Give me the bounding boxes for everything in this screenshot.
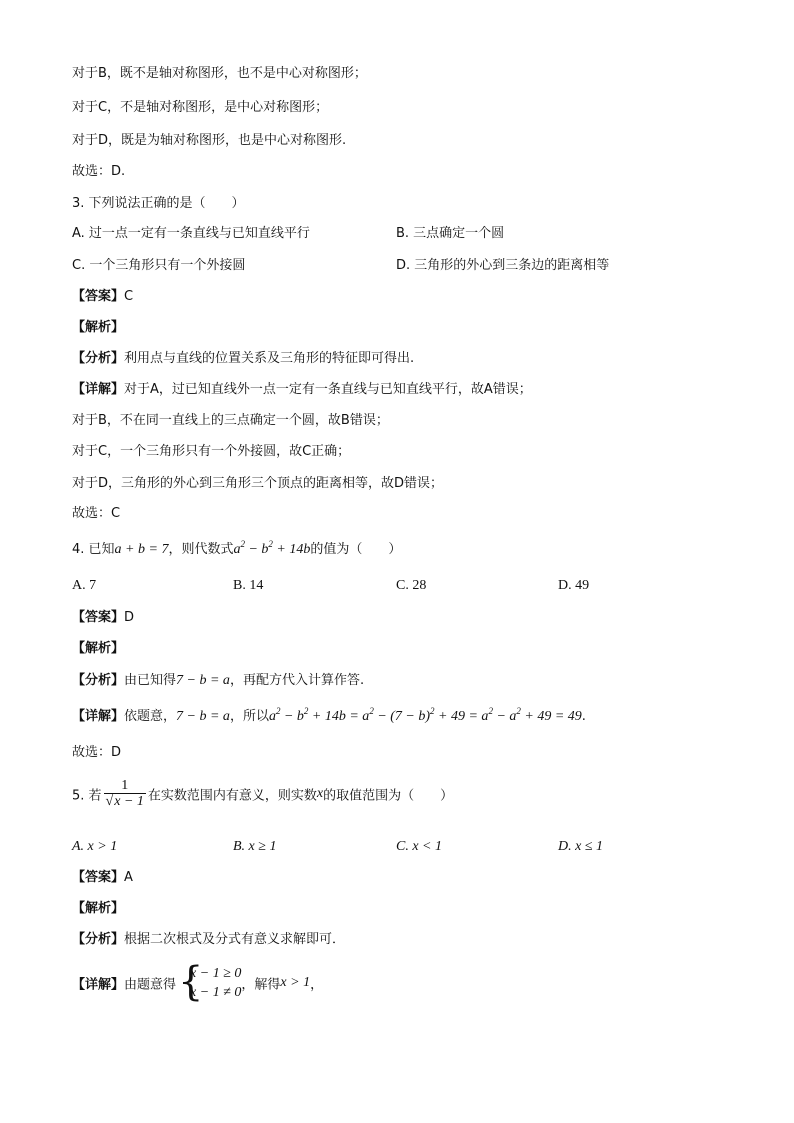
q4-analysis-tag: 【解析】 [72, 641, 125, 656]
q3-option-a: A. 过一点一定有一条直线与已知直线平行 [72, 226, 310, 241]
q4-option-d: D. 49 [558, 578, 590, 593]
q5-fraction: $\frac{1}{√x - 1}$ [105, 778, 144, 809]
prev-line-d: 对于D，既是为轴对称图形，也是中心对称图形. [72, 133, 347, 148]
q5-stem: 5. 若 $\frac{1}{√x - 1}$ 在实数范围内有意义，则实数x的取值范围为（ ） [72, 778, 454, 809]
q4-condition: a + b = 7 [114, 542, 169, 557]
q4-option-a: A. 7 [72, 578, 97, 593]
answer-tag: 【答案】 [72, 289, 125, 304]
q3-xiangjie-c: 对于C，一个三角形只有一个外接圆，故C正确； [72, 444, 351, 459]
prev-choice: 故选：D. [72, 164, 126, 179]
q5-fenxi: 【分析】根据二次根式及分式有意义求解即可． [72, 932, 346, 947]
q4-choice: 故选：D [72, 745, 122, 760]
q4-xiangjie: 【详解】依题意，7 − b = a，所以$a^2 - b^2 + 14b = a^2 - (7 - b)^2 + 49 = a^2 - a^2 + 49 = 49$. [72, 706, 586, 724]
q5-option-c: C. x < 1 [396, 839, 442, 854]
q5-option-a: A. x > 1 [72, 839, 118, 854]
q4-fenxi: 【分析】由已知得7 − b = a，再配方代入计算作答. [72, 673, 365, 688]
q5-xiangjie: 【详解】由题意得 { x − 1 ≥ 0 x − 1 ≠ 0 ，解得x > 1， [72, 959, 324, 1005]
q5-option-d: D. x ≤ 1 [558, 839, 604, 854]
q5-option-b: B. x ≥ 1 [233, 839, 277, 854]
q3-analysis-tag: 【解析】 [72, 320, 125, 335]
answer-value: C [124, 289, 134, 304]
q5-analysis-tag: 【解析】 [72, 901, 125, 916]
prev-line-b: 对于B，既不是轴对称图形，也不是中心对称图形； [72, 66, 367, 81]
q3-option-b: B. 三点确定一个圆 [396, 226, 505, 241]
q3-choice: 故选：C [72, 506, 121, 521]
q3-option-d: D. 三角形的外心到三条边的距离相等 [396, 258, 610, 273]
q5-inequality-system: { x − 1 ≥ 0 x − 1 ≠ 0 [178, 959, 242, 1005]
left-brace-icon: { [178, 959, 204, 1005]
q3-fenxi: 【分析】利用点与直线的位置关系及三角形的特征即可得出. [72, 351, 415, 366]
q4-option-b: B. 14 [233, 578, 264, 593]
q4-expression: $a^2 - b^2 + 14b$ [233, 539, 311, 557]
q3-xiangjie-a: 【详解】对于A，过已知直线外一点一定有一条直线与已知直线平行，故A错误； [72, 382, 532, 397]
q3-stem: 3. 下列说法正确的是（ ） [72, 196, 245, 211]
q3-xiangjie-d: 对于D，三角形的外心到三角形三个顶点的距离相等，故D错误； [72, 476, 444, 491]
q4-stem: 4. 已知a + b = 7，则代数式$a^2 - b^2 + 14b$的值为（ ） [72, 539, 402, 557]
q3-option-c: C. 一个三角形只有一个外接圆 [72, 258, 246, 273]
sqrt-symbol: √ [105, 794, 114, 809]
q4-answer: 【答案】D [72, 610, 135, 625]
q5-answer: 【答案】A [72, 870, 133, 885]
q3-answer [72, 289, 133, 305]
q4-option-c: C. 28 [396, 578, 427, 593]
prev-line-c: 对于C，不是轴对称图形，是中心对称图形； [72, 100, 329, 115]
q3-xiangjie-b: 对于B，不在同一直线上的三点确定一个圆，故B错误； [72, 413, 389, 428]
